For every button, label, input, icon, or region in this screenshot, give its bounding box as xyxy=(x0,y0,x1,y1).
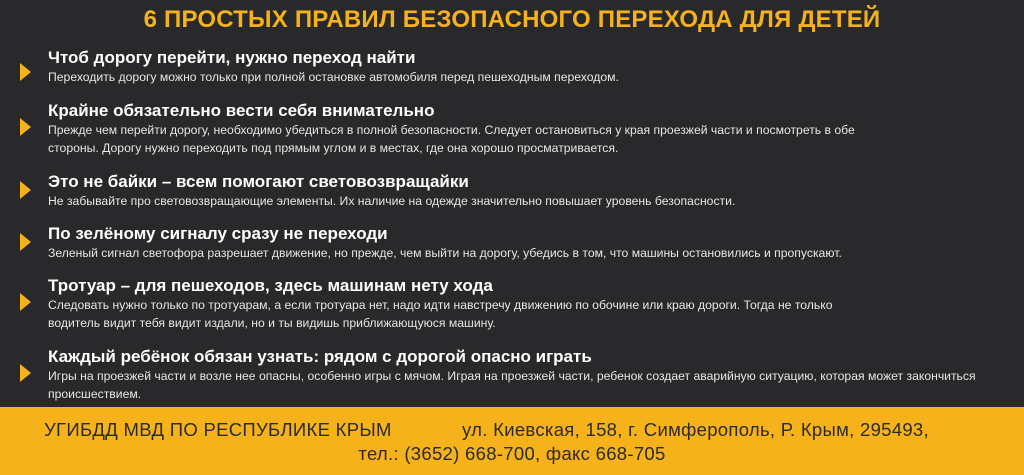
rule-title: Тротуар – для пешеходов, здесь машинам нету хода xyxy=(48,276,493,295)
rule-title: Каждый ребёнок обязан узнать: рядом с дорогой опасно играть xyxy=(48,347,592,366)
arrow-icon xyxy=(20,181,31,199)
rule-title: Это не байки – всем помогают световозвращайки xyxy=(48,172,469,191)
page-title: 6 ПРОСТЫХ ПРАВИЛ БЕЗОПАСНОГО ПЕРЕХОДА ДЛЯ ДЕТЕЙ xyxy=(143,6,881,33)
rule-text: Переходить дорогу можно только при полной остановке автомобиля перед пешеходным переходом. xyxy=(48,70,619,84)
arrow-icon xyxy=(20,233,31,251)
arrow-icon xyxy=(20,118,31,136)
footer-org: УГИБДД МВД ПО РЕСПУБЛИКЕ КРЫМ xyxy=(44,419,392,440)
rule-text: Не забывайте про световозвращающие элементы. Их наличие на одежде значительно повышает уровень безопасности. xyxy=(48,194,736,208)
rule-title: Чтоб дорогу перейти, нужно переход найти xyxy=(48,48,416,67)
rule-title: Крайне обязательно вести себя внимательно xyxy=(48,101,435,120)
rule-text: Игры на проезжей части и возле нее опасны, особенно игры с мячом. Играя на проезжей части, ребенок создает аварийную ситуацию, которая может закончиться происшествием. xyxy=(48,369,976,401)
arrow-icon xyxy=(20,364,31,382)
footer-address: ул. Киевская, 158, г. Симферополь, Р. Крым, 295493, xyxy=(462,419,929,440)
footer-phones: тел.: (3652) 668-700, факс 668-705 xyxy=(358,443,666,464)
rule-text: Прежде чем перейти дорогу, необходимо убедиться в полной безопасности. Следует остановиться у края проезжей части и посмотреть в обе стороны. Дорогу нужно переходить под прямым углом и в местах, где она хорошо просматривается. xyxy=(48,123,855,155)
rule-text: Следовать нужно только по тротуарам, а если тротуара нет, надо идти навстречу движению по обочине или краю дороги. Тогда не только водитель видит тебя видит издали, но и ты видишь приближающуюся машину. xyxy=(48,298,833,330)
footer-bar xyxy=(0,407,1024,475)
arrow-icon xyxy=(20,63,31,81)
rule-title: По зелёному сигналу сразу не переходи xyxy=(48,224,388,243)
rule-text: Зеленый сигнал светофора разрешает движение, но прежде, чем выйти на дорогу, убедись в том, что машины остановились и пропускают. xyxy=(48,246,842,260)
arrow-icon xyxy=(20,293,31,311)
